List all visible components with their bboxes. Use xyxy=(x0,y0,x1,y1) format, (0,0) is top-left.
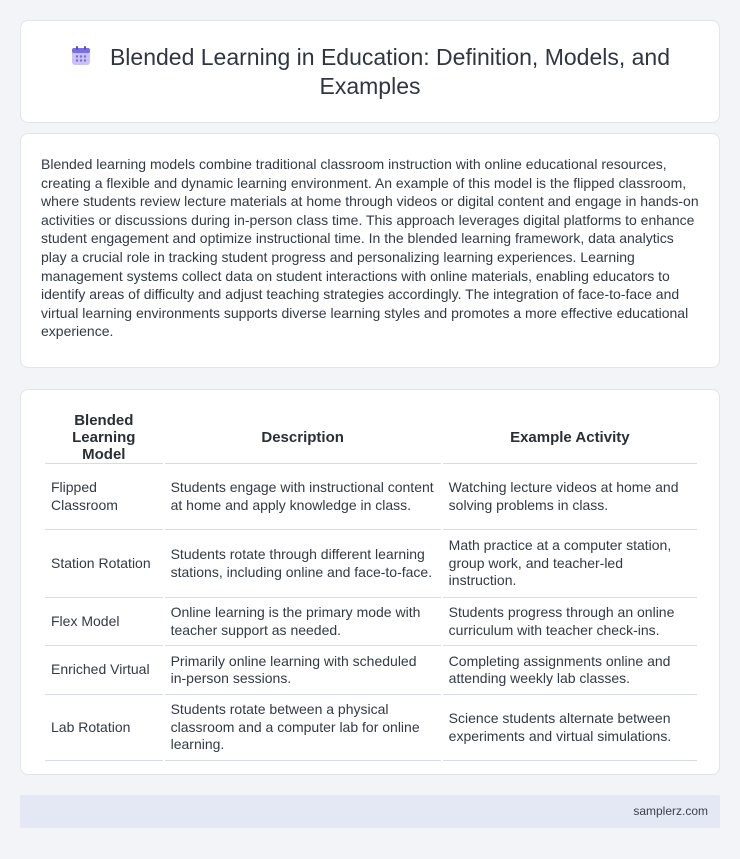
table-row xyxy=(45,646,697,695)
header-model: Blended Learning Model xyxy=(45,412,163,464)
cell-example: Math practice at a computer station, group work, and teacher-led instruction. xyxy=(443,530,697,598)
table-row xyxy=(45,695,697,761)
intro-card xyxy=(20,133,720,368)
cell-description: Primarily online learning with scheduled in-person sessions. xyxy=(165,646,441,695)
models-table xyxy=(43,412,699,761)
title-wrap xyxy=(61,43,679,101)
title-card xyxy=(20,20,720,123)
footer-site-link[interactable]: samplerz.com xyxy=(633,804,708,818)
table-row xyxy=(45,598,697,646)
cell-example: Science students alternate between experiments and virtual simulations. xyxy=(443,695,697,761)
table-header-row xyxy=(45,412,697,464)
table-row xyxy=(45,530,697,598)
cell-example: Completing assignments online and attending weekly lab classes. xyxy=(443,646,697,695)
cell-model: Station Rotation xyxy=(45,530,163,598)
header-description: Description xyxy=(165,412,441,464)
intro-paragraph: Blended learning models combine traditional classroom instruction with online educational resources, creating a flexible and dynamic learning environment. An example of this model is the flipped classroom, where students review lecture materials at home through videos or digital content and engage in hands-on activities or discussions during in-person class time. This approach leverages digital platforms to enhance student engagement and optimize instructional time. In the blended learning framework, data analytics play a crucial role in tracking student progress and personalizing learning experiences. Learning management systems collect data on student interactions with online materials, enabling educators to identify areas of difficulty and adjust teaching strategies accordingly. The integration of face-to-face and virtual learning environments supports diverse learning styles and promotes a more effective educational experience. xyxy=(41,156,699,340)
cell-model: Flipped Classroom xyxy=(45,464,163,530)
cell-model: Flex Model xyxy=(45,598,163,646)
footer-bar xyxy=(20,795,720,828)
table-card xyxy=(20,389,720,775)
calendar-icon xyxy=(70,45,92,67)
cell-example: Students progress through an online curriculum with teacher check-ins. xyxy=(443,598,697,646)
cell-description: Students rotate through different learning stations, including online and face-to-face. xyxy=(165,530,441,598)
cell-description: Students rotate between a physical classroom and a computer lab for online learning. xyxy=(165,695,441,761)
cell-example: Watching lecture videos at home and solving problems in class. xyxy=(443,464,697,530)
cell-model: Enriched Virtual xyxy=(45,646,163,695)
page-title: Blended Learning in Education: Definition, Models, and Examples xyxy=(109,44,671,99)
cell-model: Lab Rotation xyxy=(45,695,163,761)
header-example: Example Activity xyxy=(443,412,697,464)
cell-description: Online learning is the primary mode with teacher support as needed. xyxy=(165,598,441,646)
cell-description: Students engage with instructional content at home and apply knowledge in class. xyxy=(165,464,441,530)
table-row xyxy=(45,464,697,530)
